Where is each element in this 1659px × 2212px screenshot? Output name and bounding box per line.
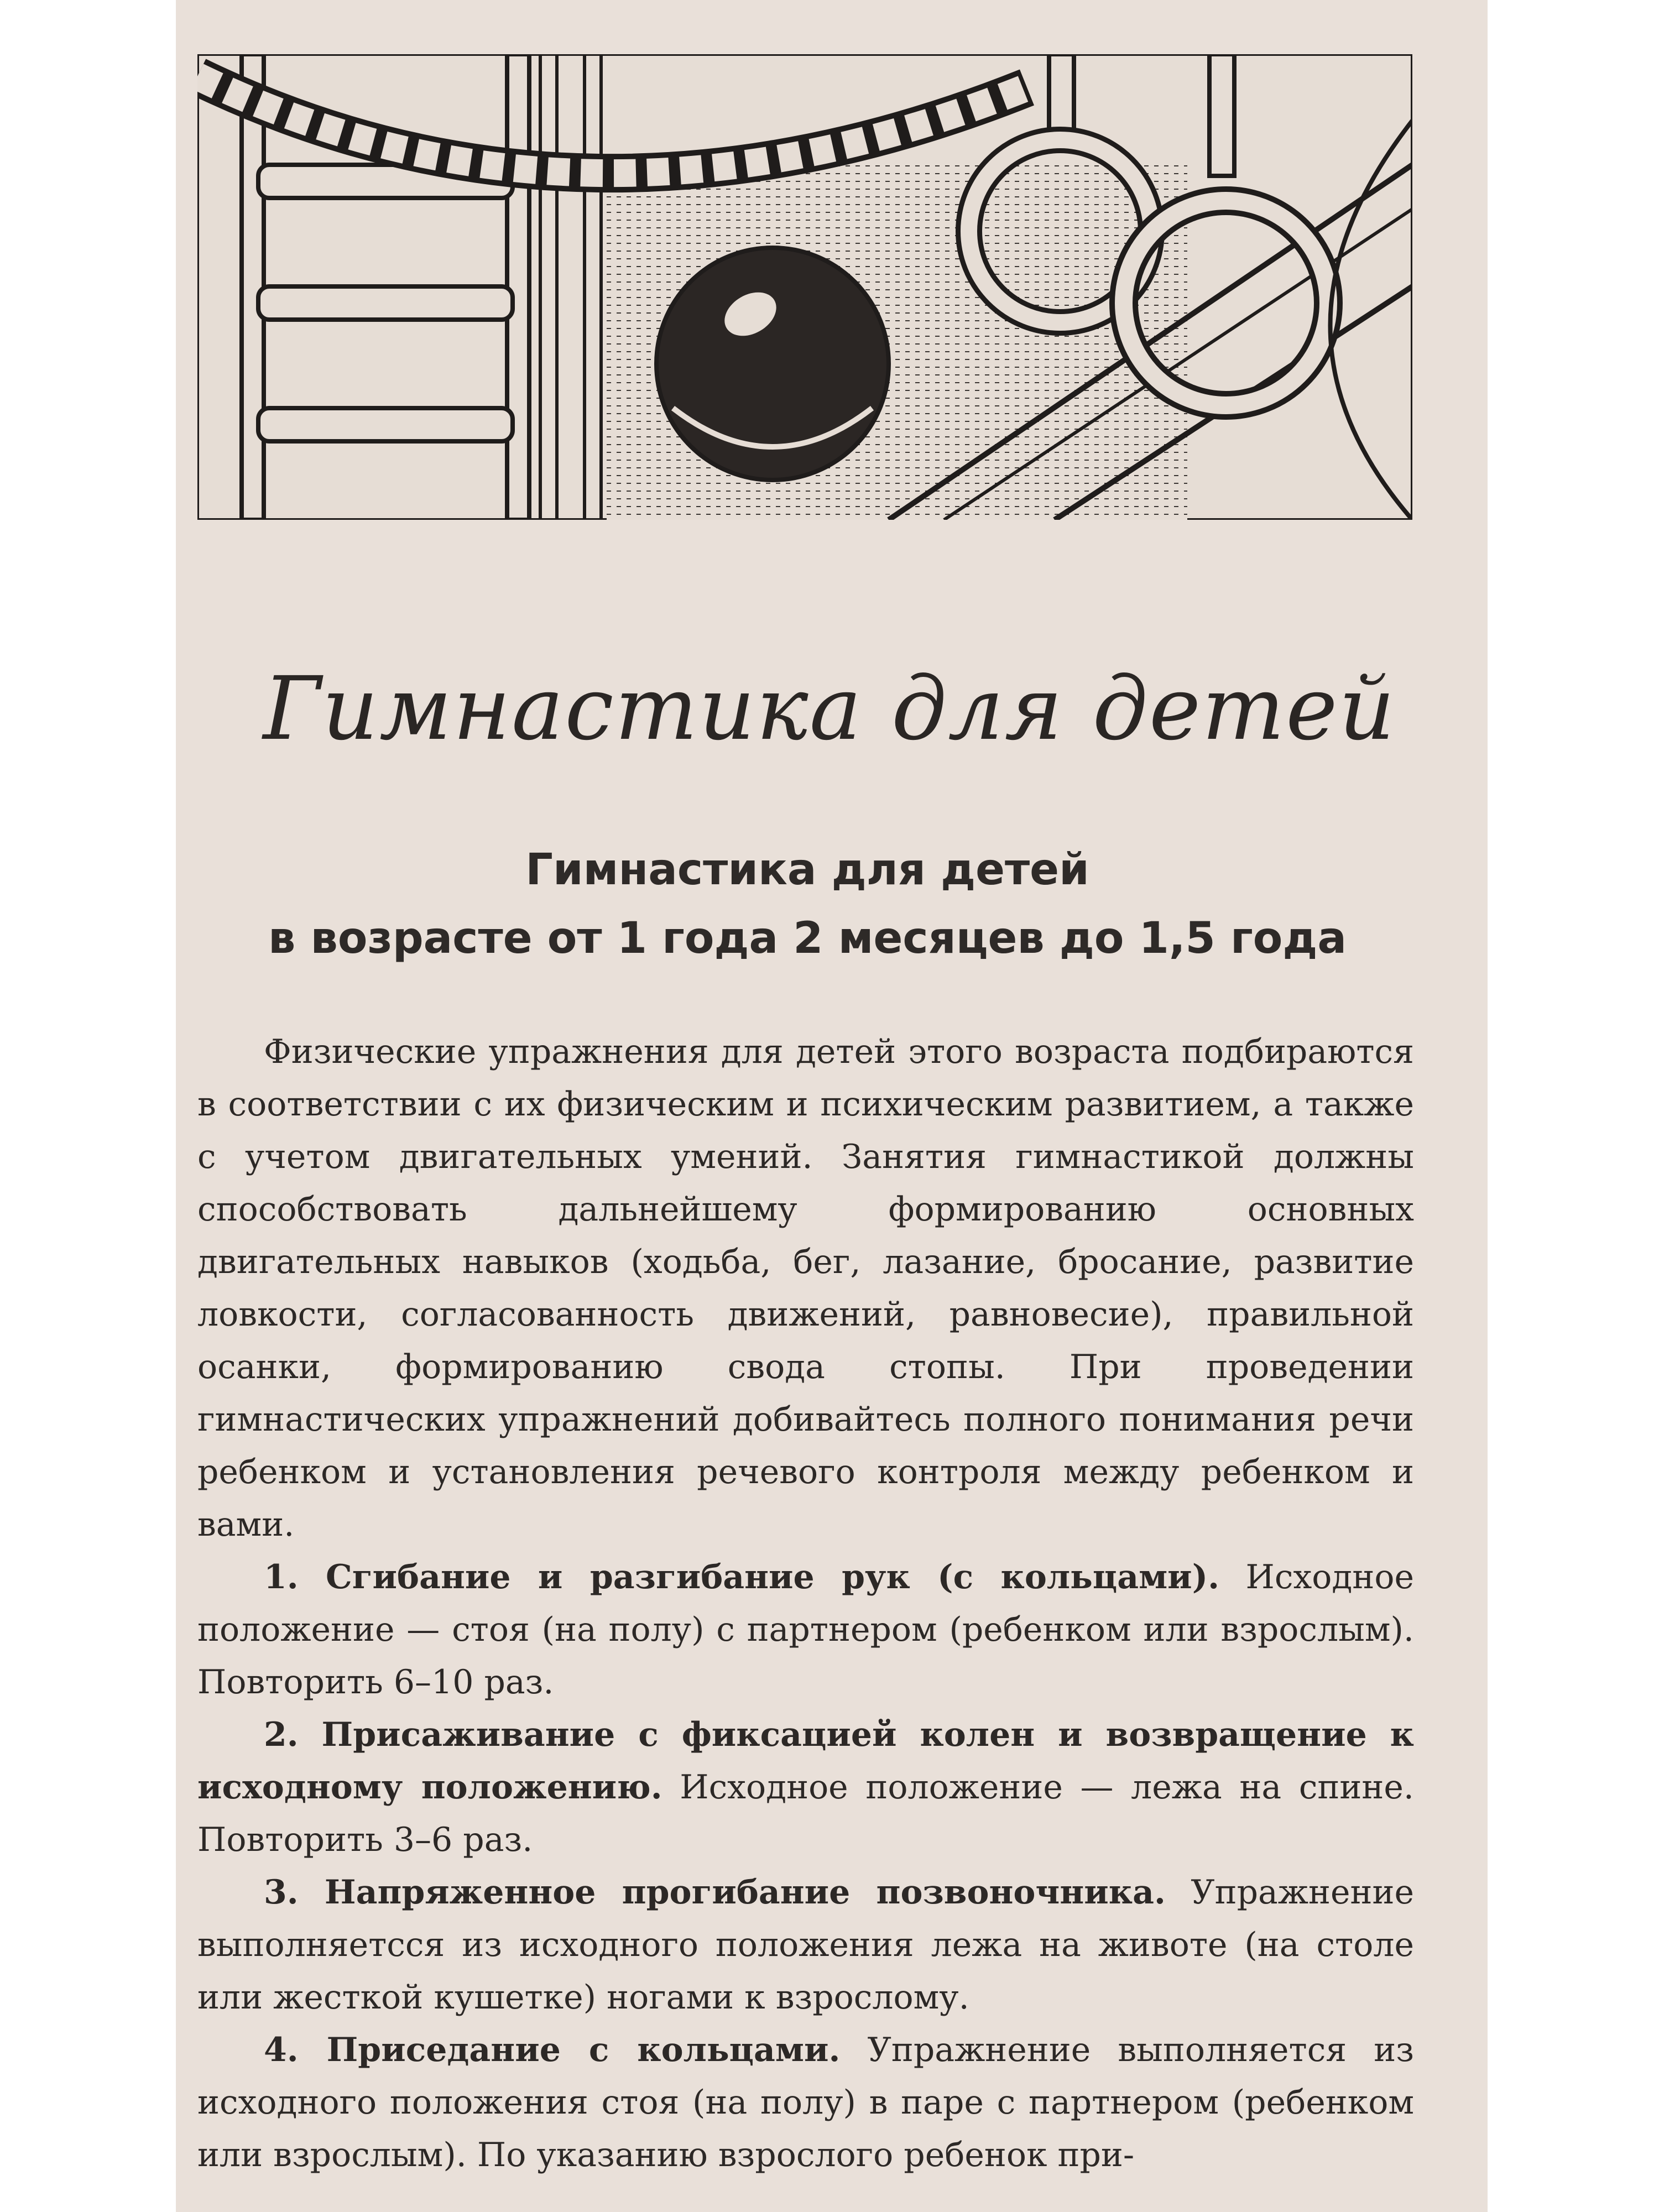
section-heading-line1: Гимнастика для детей [525,845,1089,895]
exercise-item [197,1866,1414,2024]
paragraph-text: Физические упражнения для детей этого возраста подбираются в соответствии с их физическим и психическим развитием, а также с учетом двигательных умений. Занятия гимнастикой должны способствовать дальнейшему формированию основных двигательных навыков (ходьба, бег, лазание, бросание, развитие ловкости, согласованность движений, равновесие), правильной осанки, формированию свода стопы. При проведении гимнастических упражнений добивайтесь полного понимания речи ребенком и установления речевого контроля между ребенком и вами. [197,1032,1414,1544]
exercise-title: 4. Приседание с кольцами. [264,2031,841,2069]
gymnastics-illustration-icon [197,54,1412,520]
exercise-text: Упражнение выполняетсся из исходного положения лежа на животе (на столе или жесткой кушетке) ногами к взрослому. [197,1873,1414,2017]
exercise-text: Исходное положение — стоя (на полу) с партнером (ребенком или взрослым). Повторить 6–10 раз. [197,1558,1414,1702]
exercise-text: Упражнение выполняется из исходного положения стоя (на полу) в паре с партнером (ребенком или взрослым). По указанию взрослого ребенок при- [197,2031,1414,2174]
exercise-title: 2. Присаживание с фиксацией колен и возвращение к исходному положению. [197,1715,1414,1807]
exercise-item [197,2024,1414,2182]
paragraph [197,1026,1414,1551]
exercise-item [197,1551,1414,1709]
exercise-item [197,1709,1414,1866]
exercise-text: Исходное положение — лежа на спине. Повторить 3–6 раз. [197,1768,1414,1859]
exercise-title: 1. Сгибание и разгибание рук (с кольцами). [264,1558,1219,1597]
body-text [197,1026,1414,2182]
section-heading-line2: в возрасте от 1 года 2 месяцев до 1,5 года [268,914,1347,963]
chapter-script-title: Гимнастика для детей [263,658,1396,760]
exercise-title: 3. Напряженное прогибание позвоночника. [264,1873,1166,1912]
